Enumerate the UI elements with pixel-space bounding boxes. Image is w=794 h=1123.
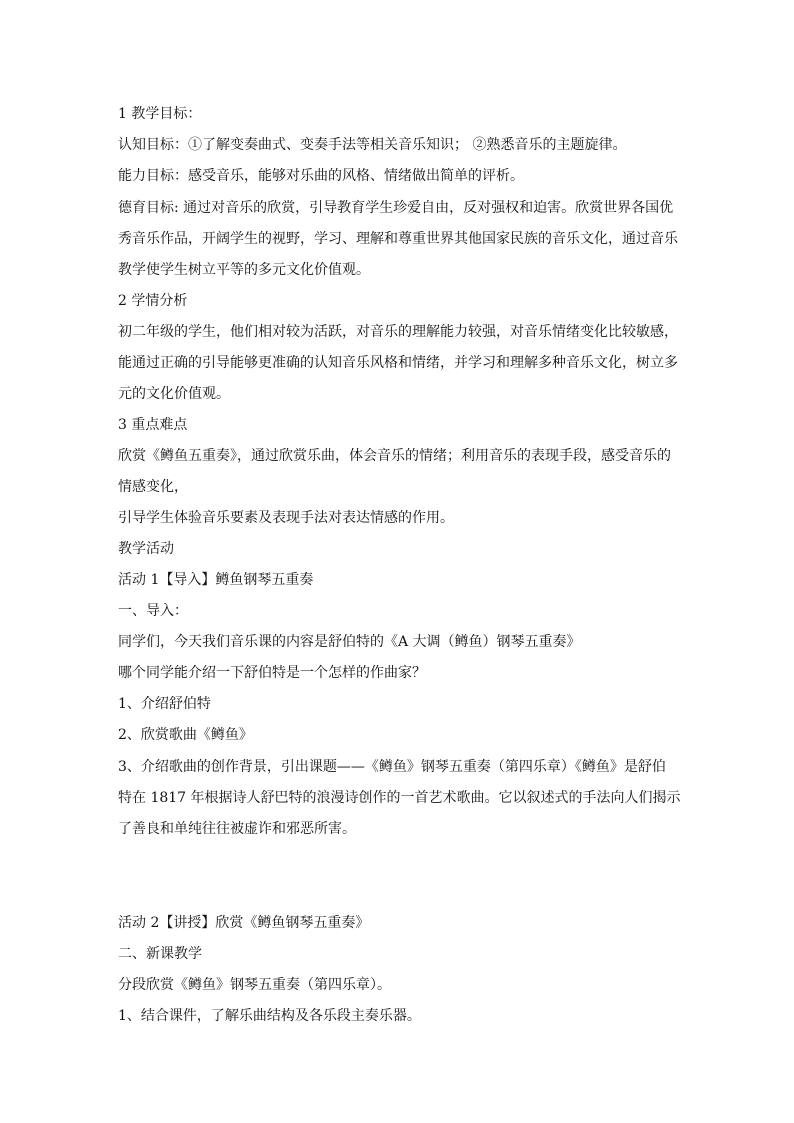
paragraph-moral-goal-line1: 德育目标: 通过对音乐的欣赏，引导教育学生珍爱自由，反对强权和迫害。欣赏世界各国优: [118, 200, 674, 216]
paragraph-key-points-line1: 欣赏《鳟鱼五重奏》，通过欣赏乐曲，体会音乐的情绪；利用音乐的表现手段，感受音乐的: [118, 448, 671, 464]
heading-teaching-goals: 1 教学目标：: [118, 106, 202, 122]
paragraph-moral-goal-line2: 秀音乐作品，开阔学生的视野，学习、理解和尊重世界其他国家民族的音乐文化，通过音乐: [118, 231, 678, 247]
list-item-2: 2、欣赏歌曲《鳟鱼》: [118, 727, 253, 743]
list-item-3-line1: 3、介绍歌曲的创作背景，引出课题——《鳟鱼》钢琴五重奏（第四乐章）《鳟鱼》是舒伯: [118, 759, 666, 775]
list-item-1: 1、介绍舒伯特: [118, 696, 211, 712]
paragraph-ability-goal: 能力目标：感受音乐，能够对乐曲的风格、情绪做出简单的评析。: [118, 168, 524, 184]
list-item-3-line3: 了善良和单纯往往被虚诈和邪恶所害。: [118, 821, 356, 837]
heading-activity-1: 活动 1【导入】鳟鱼钢琴五重奏: [118, 572, 314, 588]
paragraph-key-points-line2: 情感变化，: [118, 479, 188, 495]
paragraph-key-points-line3: 引导学生体验音乐要素及表现手法对表达情感的作用。: [118, 510, 454, 526]
heading-activity-2: 活动 2【讲授】欣赏《鳟鱼钢琴五重奏》: [118, 915, 370, 931]
paragraph-cognitive-goal: 认知目标：①了解变奏曲式、变奏手法等相关音乐知识； ②熟悉音乐的主题旋律。: [118, 137, 627, 153]
paragraph-moral-goal-line3: 教学使学生树立平等的多元文化价值观。: [118, 262, 370, 278]
subheading-introduction: 一、导入：: [118, 603, 188, 619]
paragraph-intro-line1: 同学们，今天我们音乐课的内容是舒伯特的《A 大调（鳟鱼）钢琴五重奏》: [118, 634, 581, 650]
list-item-courseware: 1、结合课件，了解乐曲结构及各乐段主奏乐器。: [118, 1008, 421, 1024]
heading-key-points: 3 重点难点: [118, 417, 188, 433]
paragraph-segment-listening: 分段欣赏《鳟鱼》钢琴五重奏（第四乐章）。: [118, 977, 391, 993]
paragraph-student-analysis-line1: 初二年级的学生，他们相对较为活跃，对音乐的理解能力较强，对音乐情绪变化比较敏感，: [118, 324, 678, 340]
paragraph-student-analysis-line3: 元的文化价值观。: [118, 386, 230, 402]
heading-teaching-activities: 教学活动: [118, 541, 174, 557]
list-item-3-line2: 特在 1817 年根据诗人舒巴特的浪漫诗创作的一首艺术歌曲。它以叙述式的手法向人们揭示: [118, 790, 681, 806]
paragraph-student-analysis-line2: 能通过正确的引导能够更准确的认知音乐风格和情绪，并学习和理解多种音乐文化，树立多: [118, 355, 678, 371]
paragraph-intro-line2: 哪个同学能介绍一下舒伯特是一个怎样的作曲家？: [118, 665, 426, 681]
subheading-new-lesson: 二、新课教学: [118, 946, 202, 962]
heading-student-analysis: 2 学情分析: [118, 293, 188, 309]
